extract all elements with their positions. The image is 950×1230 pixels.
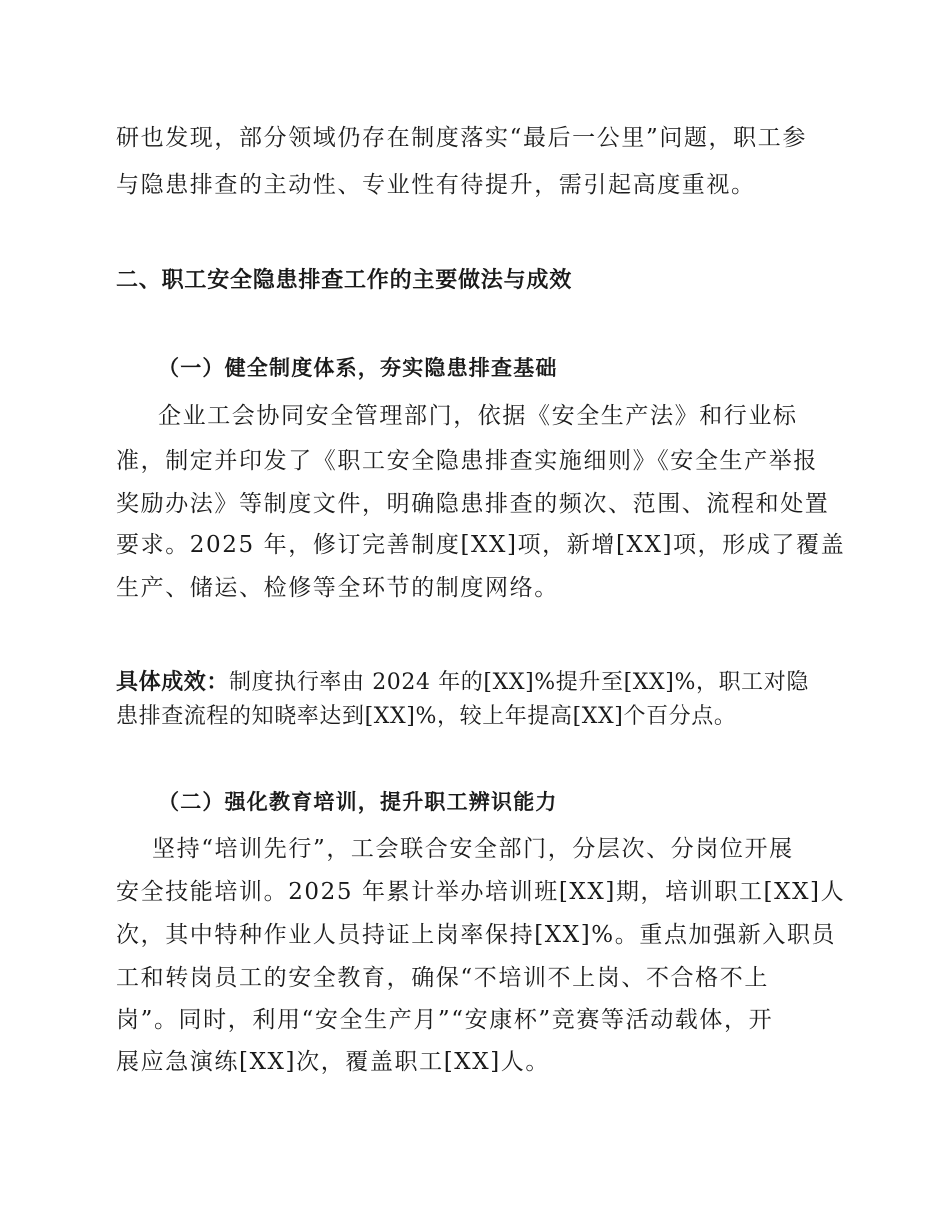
subsection-heading: （一）健全制度体系，夯实隐患排查基础	[158, 356, 558, 380]
paragraph-line: 岗”。同时，利用“安全生产月”“安康杯”竞赛等活动载体，开	[116, 1007, 774, 1033]
paragraph-line: 要求。2025 年，修订完善制度[XX]项，新增[XX]项，形成了覆盖	[116, 532, 846, 558]
paragraph-line: 研也发现，部分领域仍存在制度落实“最后一公里”问题，职工参	[116, 125, 807, 151]
paragraph-line: 坚持“培训先行”，工会联合安全部门，分层次、分岗位开展	[152, 836, 794, 862]
result-label: 具体成效：	[116, 670, 230, 695]
paragraph-line: 安全技能培训。2025 年累计举办培训班[XX]期，培训职工[XX]人	[116, 879, 846, 905]
result-line: 患排查流程的知晓率达到[XX]%，较上年提高[XX]个百分点。	[116, 704, 737, 729]
result-text: 制度执行率由 2024 年的[XX]%提升至[XX]%，职工对隐	[229, 670, 809, 695]
section-heading: 二、职工安全隐患排查工作的主要做法与成效	[116, 268, 573, 293]
paragraph-line: 展应急演练[XX]次，覆盖职工[XX]人。	[116, 1049, 550, 1075]
paragraph-line: 工和转岗员工的安全教育，确保“不培训不上岗、不合格不上	[116, 965, 769, 991]
paragraph-line: 奖励办法》等制度文件，明确隐患排查的频次、范围、流程和处置	[116, 491, 830, 517]
paragraph-line: 准，制定并印发了《职工安全隐患排查实施细则》《安全生产举报	[116, 448, 818, 474]
paragraph-line: 生产、储运、检修等全环节的制度网络。	[116, 575, 559, 601]
result-line	[116, 668, 809, 698]
paragraph-line: 与隐患排查的主动性、专业性有待提升，需引起高度重视。	[116, 172, 756, 198]
paragraph-line: 次，其中特种作业人员持证上岗率保持[XX]%。重点加强新入职员	[116, 922, 837, 948]
paragraph-line: 企业工会协同安全管理部门，依据《安全生产法》和行业标	[158, 403, 798, 429]
subsection-heading: （二）强化教育培训，提升职工辨识能力	[158, 790, 558, 814]
